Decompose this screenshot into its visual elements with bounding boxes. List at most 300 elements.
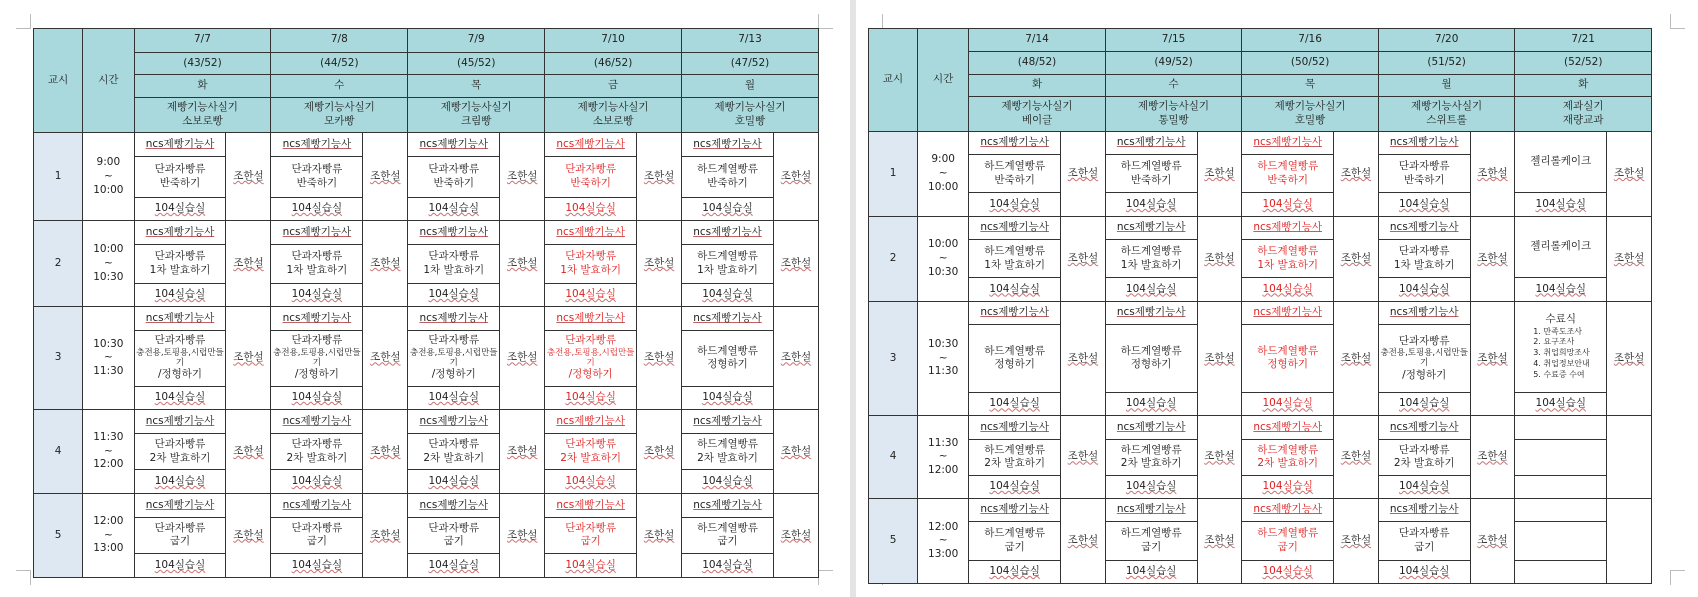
instructor-name: 조한설 <box>233 169 264 182</box>
period-time <box>83 494 134 578</box>
lesson-category: 단과자빵류 <box>154 250 206 263</box>
instructor-cell <box>1197 499 1242 584</box>
lesson-cell <box>134 156 226 197</box>
course-code-cell <box>271 307 363 331</box>
course-code-cell <box>408 133 500 157</box>
room-cell <box>1105 278 1197 301</box>
document-page-right <box>856 0 1698 597</box>
bread-name: 모카빵 <box>324 114 355 127</box>
room-cell <box>969 560 1061 583</box>
room-cell <box>682 470 774 494</box>
course-code: ncs제빵기능사 <box>1389 221 1459 234</box>
course-code: ncs제빵기능사 <box>145 311 215 324</box>
lesson-category: 하드계열빵류 <box>1120 443 1182 456</box>
course-code-cell <box>1105 216 1197 239</box>
lesson-cell <box>969 325 1061 393</box>
subject-name: 제빵기능사실기 <box>1274 100 1346 113</box>
lesson-cell <box>969 155 1061 193</box>
lesson-activity: 반죽하기 <box>707 176 748 189</box>
lesson-activity: 반죽하기 <box>994 173 1035 186</box>
instructor-name: 조한설 <box>506 444 538 457</box>
course-code: ncs제빵기능사 <box>419 414 489 427</box>
instructor-name: 조한설 <box>1477 351 1508 364</box>
lesson-cell <box>545 517 637 554</box>
room-name: 104실습실 <box>565 202 616 215</box>
lesson-cell <box>134 244 226 283</box>
crop-mark <box>1670 570 1685 585</box>
course-code-cell <box>271 133 363 157</box>
day-date: 7/10 <box>545 29 682 53</box>
instructor-cell <box>1197 131 1242 216</box>
room-name: 104실습실 <box>428 288 479 301</box>
time-header: 시간 <box>918 29 969 132</box>
course-code: ncs제빵기능사 <box>556 311 625 324</box>
day-session-count: (46/52) <box>545 52 682 75</box>
period-header: 교시 <box>869 29 918 132</box>
room-cell <box>545 283 637 307</box>
course-code: ncs제빵기능사 <box>693 311 762 324</box>
instructor-name: 조한설 <box>780 256 812 269</box>
room-cell <box>134 386 226 410</box>
lesson-cell <box>682 244 774 283</box>
course-code-cell <box>1105 131 1197 154</box>
lesson-cell <box>1242 240 1334 278</box>
lesson-activity: 굽기 <box>1141 540 1162 553</box>
instructor-cell <box>1470 301 1515 416</box>
room-name: 104실습실 <box>1535 282 1586 295</box>
instructor-cell <box>1470 131 1515 216</box>
lesson-category: 단과자빵류 <box>1398 245 1450 258</box>
instructor-name: 조한설 <box>1340 251 1372 264</box>
lesson-category: 단과자빵류 <box>565 250 616 263</box>
time-separator: ~ <box>938 450 948 463</box>
lesson-category: 단과자빵류 <box>565 334 616 347</box>
lesson-category: 하드계열빵류 <box>697 163 758 176</box>
instructor-name: 조한설 <box>1613 167 1645 180</box>
ceremony-step: 1. 만족도조사 <box>1543 327 1606 338</box>
room-name: 104실습실 <box>702 474 753 487</box>
special-class-cell <box>1515 301 1607 392</box>
room-name: 104실습실 <box>154 202 206 215</box>
room-cell <box>1378 475 1470 498</box>
time-end: 12:00 <box>93 458 124 471</box>
day-session-count: (47/52) <box>682 52 819 75</box>
day-weekday: 금 <box>545 75 682 98</box>
instructor-cell <box>226 133 271 221</box>
lesson-activity: 반죽하기 <box>433 176 475 189</box>
room-cell <box>969 278 1061 301</box>
instructor-cell <box>773 307 818 410</box>
course-code: ncs제빵기능사 <box>693 225 762 238</box>
lesson-cell <box>408 244 500 283</box>
room-name: 104실습실 <box>1535 197 1586 210</box>
period-time <box>918 301 969 416</box>
bread-name: 통밀빵 <box>1158 113 1189 126</box>
ceremony-step: 2. 요구조사 <box>1543 337 1606 348</box>
empty-cell <box>1515 522 1607 560</box>
room-cell <box>969 392 1061 415</box>
lesson-cell <box>1378 155 1470 193</box>
lesson-cell <box>1378 240 1470 278</box>
lesson-detail: 충전용,토핑용,시럽만들기 <box>1380 348 1468 369</box>
lesson-category: 하드계열빵류 <box>984 344 1046 357</box>
course-code-cell <box>1378 301 1470 324</box>
course-code: ncs제빵기능사 <box>145 498 215 511</box>
lesson-activity: 1차 발효하기 <box>423 263 485 276</box>
period-time <box>918 131 969 216</box>
course-code-cell <box>1242 301 1334 324</box>
lesson-cell <box>1242 439 1334 475</box>
lesson-activity: /정형하기 <box>431 368 476 381</box>
bread-name: 스위트롤 <box>1426 113 1467 126</box>
instructor-cell <box>1470 416 1515 499</box>
room-name: 104실습실 <box>702 558 753 571</box>
room-name: 104실습실 <box>1398 564 1450 577</box>
room-name: 104실습실 <box>1398 397 1450 410</box>
instructor-cell-empty <box>1607 416 1652 499</box>
special-class-title: 젤리롤케이크 <box>1530 155 1592 168</box>
empty-cell <box>1515 499 1607 522</box>
room-name: 104실습실 <box>1262 197 1313 210</box>
lesson-detail: 충전용,토핑용,시럽만들기 <box>409 348 498 369</box>
day-session-count: (52/52) <box>1515 52 1652 74</box>
course-code-cell <box>1378 216 1470 239</box>
room-name: 104실습실 <box>1398 480 1450 493</box>
course-code-cell <box>545 494 637 518</box>
lesson-activity: 굽기 <box>717 535 738 548</box>
room-name: 104실습실 <box>989 282 1040 295</box>
room-name: 104실습실 <box>154 391 206 404</box>
lesson-category: 하드계열빵류 <box>697 438 758 450</box>
day-subject <box>1515 96 1652 131</box>
instructor-cell <box>363 494 408 578</box>
instructor-cell <box>1607 131 1652 216</box>
time-end: 13:00 <box>928 547 959 560</box>
instructor-cell <box>500 410 545 494</box>
lesson-activity: 정형하기 <box>994 358 1035 371</box>
time-end: 10:30 <box>928 265 959 278</box>
lesson-cell <box>1105 240 1197 278</box>
time-end: 11:30 <box>928 365 959 378</box>
subject-name: 제빵기능사실기 <box>577 101 649 114</box>
lesson-category: 단과자빵류 <box>1398 443 1450 456</box>
lesson-category: 단과자빵류 <box>291 521 343 534</box>
room-cell <box>271 470 363 494</box>
instructor-name: 조한설 <box>1340 534 1372 547</box>
course-code-cell <box>1242 416 1334 439</box>
lesson-detail: 충전용,토핑용,시럽만들기 <box>273 348 361 369</box>
room-cell <box>1105 560 1197 583</box>
lesson-activity: 2차 발효하기 <box>1257 457 1319 470</box>
day-session-count: (44/52) <box>271 52 408 75</box>
course-code: ncs제빵기능사 <box>282 225 352 238</box>
room-cell <box>1105 392 1197 415</box>
course-code: ncs제빵기능사 <box>419 498 489 511</box>
course-code-cell <box>545 133 637 157</box>
instructor-cell <box>773 410 818 494</box>
room-cell <box>1242 560 1334 583</box>
bread-name: 호밀빵 <box>1294 113 1326 126</box>
lesson-activity: 정형하기 <box>1130 358 1172 371</box>
lesson-category: 하드계열빵류 <box>984 443 1046 456</box>
course-code: ncs제빵기능사 <box>419 137 489 150</box>
lesson-category: 단과자빵류 <box>291 334 343 347</box>
lesson-category: 하드계열빵류 <box>1257 443 1319 456</box>
room-cell <box>1515 193 1607 216</box>
room-name: 104실습실 <box>1125 397 1177 410</box>
room-cell <box>1242 193 1334 216</box>
day-subject <box>408 97 545 132</box>
course-code-cell <box>408 410 500 434</box>
course-code: ncs제빵기능사 <box>1253 306 1322 319</box>
instructor-name: 조한설 <box>1204 351 1235 364</box>
instructor-name: 조한설 <box>1340 167 1372 180</box>
course-code: ncs제빵기능사 <box>1389 420 1459 433</box>
lesson-activity: 2차 발효하기 <box>149 451 211 464</box>
instructor-name: 조한설 <box>1204 450 1235 463</box>
lesson-cell <box>682 156 774 197</box>
lesson-category: 하드계열빵류 <box>1120 527 1182 540</box>
lesson-cell <box>545 433 637 470</box>
lesson-cell <box>969 240 1061 278</box>
course-code: ncs제빵기능사 <box>419 225 489 238</box>
instructor-name: 조한설 <box>780 351 812 364</box>
lesson-activity: 2차 발효하기 <box>286 451 348 464</box>
lesson-activity: /정형하기 <box>157 368 203 381</box>
day-weekday: 화 <box>969 74 1106 96</box>
course-code-cell <box>682 221 774 245</box>
lesson-activity: 2차 발효하기 <box>697 451 758 464</box>
empty-cell <box>1515 439 1607 475</box>
instructor-name: 조한설 <box>370 169 401 182</box>
course-code: ncs제빵기능사 <box>693 498 762 511</box>
instructor-cell <box>1334 499 1379 584</box>
room-cell <box>134 470 226 494</box>
course-code: ncs제빵기능사 <box>693 137 762 150</box>
course-code: ncs제빵기능사 <box>145 414 215 427</box>
room-cell <box>271 386 363 410</box>
instructor-name: 조한설 <box>1067 534 1099 547</box>
timetable-right <box>868 28 1652 584</box>
lesson-cell <box>271 433 363 470</box>
bread-name: 호밀빵 <box>734 114 766 127</box>
instructor-cell <box>226 221 271 307</box>
period-number: 5 <box>34 494 83 578</box>
room-name: 104실습실 <box>565 288 616 301</box>
room-name: 104실습실 <box>989 480 1040 493</box>
instructor-cell <box>1061 216 1106 301</box>
ceremony-steps <box>1515 327 1606 381</box>
lesson-category: 하드계열빵류 <box>984 160 1046 173</box>
instructor-cell <box>1334 216 1379 301</box>
day-weekday: 월 <box>1378 74 1515 96</box>
lesson-cell <box>271 330 363 386</box>
lesson-cell <box>408 330 500 386</box>
time-end: 12:00 <box>928 463 959 476</box>
lesson-category: 하드계열빵류 <box>697 250 758 263</box>
lesson-category: 단과자빵류 <box>565 521 616 534</box>
room-name: 104실습실 <box>1535 397 1586 410</box>
lesson-cell <box>1242 155 1334 193</box>
time-separator: ~ <box>103 169 113 182</box>
ceremony-step: 5. 수료증 수여 <box>1543 370 1606 381</box>
lesson-activity: 2차 발효하기 <box>560 451 621 464</box>
room-name: 104실습실 <box>989 564 1040 577</box>
time-start: 12:00 <box>93 515 124 528</box>
instructor-name: 조한설 <box>506 351 538 364</box>
instructor-name: 조한설 <box>1613 351 1645 364</box>
time-end: 11:30 <box>93 365 124 378</box>
time-separator: ~ <box>938 534 948 547</box>
subject-name: 제빵기능사실기 <box>166 101 238 114</box>
room-cell <box>408 197 500 221</box>
lesson-cell <box>969 522 1061 560</box>
special-class-cell <box>1515 216 1607 278</box>
room-cell <box>271 554 363 578</box>
course-code: ncs제빵기능사 <box>1389 306 1459 319</box>
time-end: 10:00 <box>928 180 959 193</box>
instructor-cell <box>637 221 682 307</box>
course-code-cell <box>545 307 637 331</box>
room-cell <box>682 197 774 221</box>
day-date: 7/13 <box>682 29 819 53</box>
lesson-cell <box>1242 325 1334 393</box>
room-name: 104실습실 <box>989 197 1040 210</box>
instructor-name: 조한설 <box>1067 251 1099 264</box>
room-cell <box>134 554 226 578</box>
course-code-cell <box>682 307 774 331</box>
lesson-activity: 1차 발효하기 <box>286 263 348 276</box>
day-date: 7/21 <box>1515 29 1652 52</box>
lesson-cell <box>134 517 226 554</box>
room-name: 104실습실 <box>428 202 479 215</box>
lesson-cell <box>682 433 774 470</box>
instructor-name: 조한설 <box>506 169 538 182</box>
lesson-activity: /정형하기 <box>294 368 339 381</box>
lesson-activity: /정형하기 <box>568 368 613 381</box>
instructor-name: 조한설 <box>1477 450 1508 463</box>
lesson-activity: 1차 발효하기 <box>560 263 621 276</box>
time-separator: ~ <box>938 251 948 264</box>
lesson-category: 단과자빵류 <box>154 438 206 450</box>
lesson-cell <box>134 433 226 470</box>
period-number: 2 <box>869 216 918 301</box>
instructor-cell <box>226 410 271 494</box>
course-code-cell <box>682 494 774 518</box>
day-subject <box>271 97 408 132</box>
period-time <box>918 416 969 499</box>
period-number: 3 <box>869 301 918 416</box>
room-name: 104실습실 <box>1125 564 1177 577</box>
instructor-name: 조한설 <box>1067 351 1099 364</box>
day-session-count: (43/52) <box>134 52 271 75</box>
instructor-cell <box>1334 416 1379 499</box>
lesson-cell <box>271 517 363 554</box>
day-subject <box>134 97 271 132</box>
course-code-cell <box>134 410 226 434</box>
day-subject <box>1378 96 1515 131</box>
day-subject <box>1242 96 1379 131</box>
course-code: ncs제빵기능사 <box>1116 136 1186 149</box>
instructor-name: 조한설 <box>233 444 264 457</box>
room-name: 104실습실 <box>291 391 343 404</box>
lesson-activity: 반죽하기 <box>1267 173 1308 186</box>
lesson-category: 단과자빵류 <box>428 250 480 263</box>
lesson-activity: 정형하기 <box>1267 358 1308 371</box>
room-name: 104실습실 <box>565 558 616 571</box>
bread-name: 소보로빵 <box>592 114 634 127</box>
room-cell <box>1242 475 1334 498</box>
instructor-cell <box>637 494 682 578</box>
room-cell <box>1378 560 1470 583</box>
room-cell <box>408 554 500 578</box>
course-code-cell <box>545 221 637 245</box>
instructor-name: 조한설 <box>233 351 264 364</box>
instructor-cell <box>1061 499 1106 584</box>
lesson-category: 하드계열빵류 <box>984 245 1046 258</box>
time-start: 11:30 <box>93 431 124 444</box>
course-code: ncs제빵기능사 <box>1389 136 1459 149</box>
instructor-name: 조한설 <box>780 528 812 541</box>
room-name: 104실습실 <box>154 288 206 301</box>
instructor-name: 조한설 <box>1340 450 1372 463</box>
course-code: ncs제빵기능사 <box>282 311 352 324</box>
lesson-cell <box>408 517 500 554</box>
day-weekday: 화 <box>1515 74 1652 96</box>
period-time <box>83 133 134 221</box>
course-code-cell <box>1105 416 1197 439</box>
ceremony-step: 4. 취업정보안내 <box>1543 359 1606 370</box>
room-name: 104실습실 <box>291 202 343 215</box>
room-cell <box>408 283 500 307</box>
special-class-cell <box>1515 131 1607 193</box>
room-name: 104실습실 <box>291 288 343 301</box>
course-code: ncs제빵기능사 <box>556 225 625 238</box>
time-start: 10:00 <box>93 243 124 256</box>
timetable-left <box>33 28 819 578</box>
instructor-cell <box>500 494 545 578</box>
lesson-category: 단과자빵류 <box>1398 527 1450 540</box>
special-class-title: 수료식 <box>1545 312 1576 325</box>
instructor-name: 조한설 <box>370 528 401 541</box>
room-cell <box>134 283 226 307</box>
time-separator: ~ <box>938 351 948 364</box>
room-name: 104실습실 <box>154 558 206 571</box>
room-cell <box>682 554 774 578</box>
room-name: 104실습실 <box>565 474 616 487</box>
day-subject <box>545 97 682 132</box>
instructor-name: 조한설 <box>1067 450 1099 463</box>
subject-name: 제빵기능사실기 <box>714 101 786 114</box>
time-start: 10:30 <box>93 337 124 350</box>
subject-name: 제빵기능사실기 <box>1411 100 1483 113</box>
instructor-cell <box>1061 416 1106 499</box>
subject-name: 제빵기능사실기 <box>303 101 375 114</box>
course-code-cell <box>682 133 774 157</box>
course-code: ncs제빵기능사 <box>980 420 1049 433</box>
instructor-cell <box>500 307 545 410</box>
time-start: 9:00 <box>931 153 955 166</box>
day-date: 7/20 <box>1378 29 1515 52</box>
lesson-activity: 1차 발효하기 <box>697 263 758 276</box>
lesson-cell <box>408 156 500 197</box>
lesson-cell <box>1105 522 1197 560</box>
day-session-count: (48/52) <box>969 52 1106 74</box>
time-header: 시간 <box>83 29 134 133</box>
day-weekday: 수 <box>271 75 408 98</box>
ceremony-step: 3. 취업희망조사 <box>1543 348 1606 359</box>
day-subject <box>1105 96 1242 131</box>
